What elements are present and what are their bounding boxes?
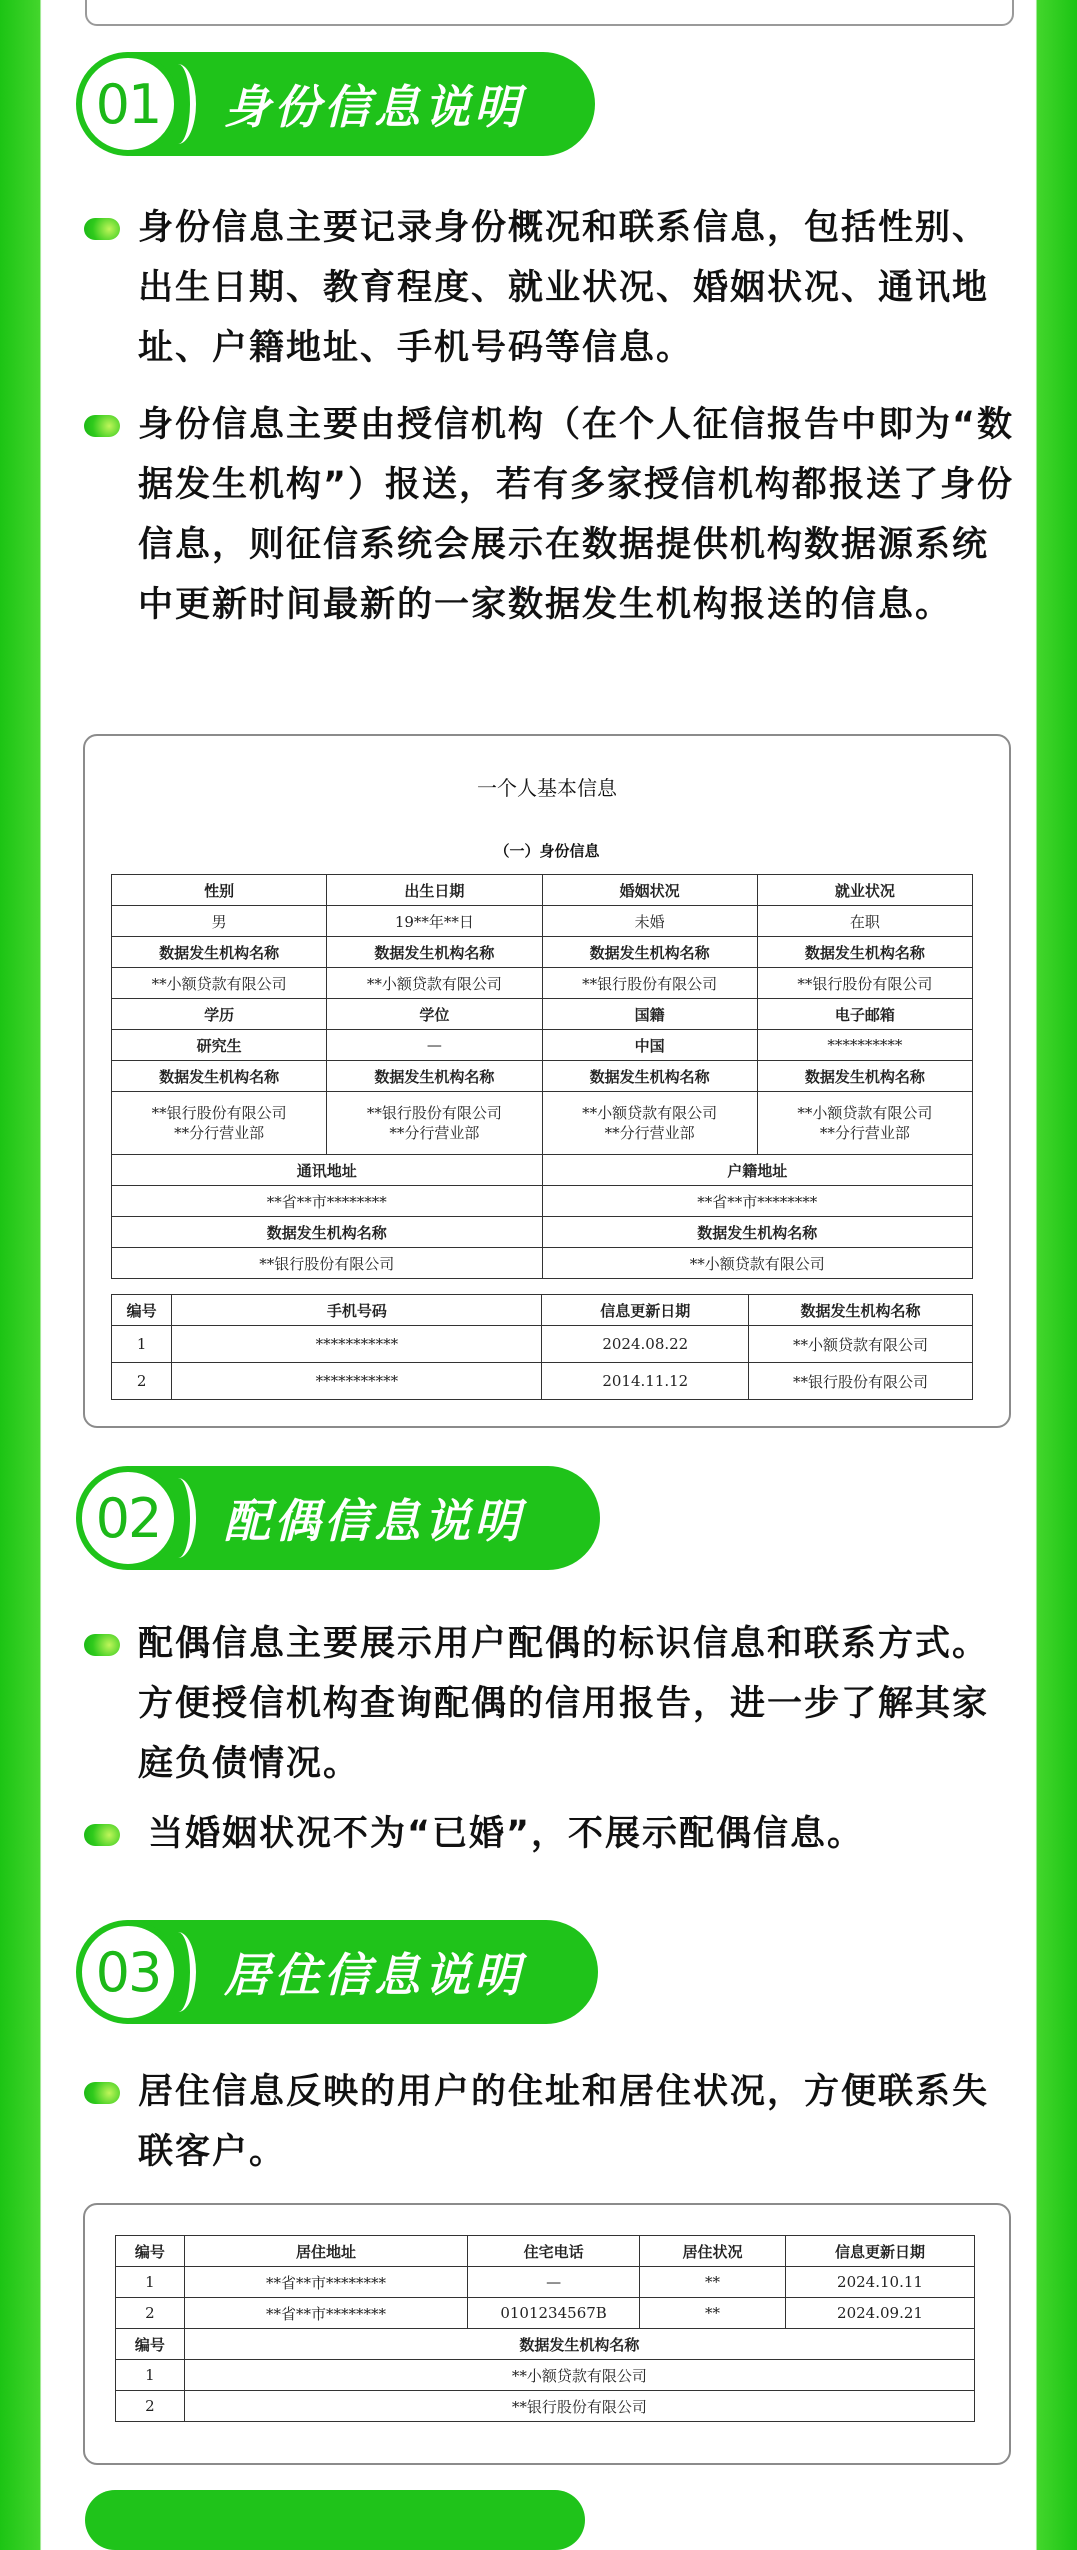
table-cell: **省**市********	[184, 2298, 467, 2329]
section-number-01: 01	[76, 52, 180, 156]
table-cell: **银行股份有限公司	[112, 1248, 543, 1279]
table-cell: 数据发生机构名称	[542, 1061, 757, 1092]
table-cell: 数据发生机构名称	[757, 1061, 972, 1092]
table-cell: 编号	[116, 2236, 185, 2267]
identity-table	[111, 874, 973, 1279]
bullet-dot-icon	[84, 1634, 120, 1656]
table-cell: 数据发生机构名称	[184, 2329, 974, 2360]
table-cell: **	[639, 2267, 785, 2298]
table-row	[116, 2267, 975, 2298]
table-row	[112, 1061, 973, 1092]
table-cell: 数据发生机构名称	[112, 1061, 327, 1092]
table-row	[112, 999, 973, 1030]
table-cell: 手机号码	[172, 1295, 542, 1326]
bullet-item	[92, 1614, 1017, 1794]
table-cell: 编号	[112, 1295, 172, 1326]
table-cell: **银行股份有限公司	[757, 968, 972, 999]
table-cell: 2014.11.12	[542, 1363, 749, 1400]
table-row	[116, 2298, 975, 2329]
table-row	[112, 1155, 973, 1186]
table-row	[112, 1248, 973, 1279]
table-row	[112, 1217, 973, 1248]
table-cell: 就业状况	[757, 875, 972, 906]
table-cell: 1	[116, 2360, 185, 2391]
bullet-dot-icon	[84, 218, 120, 240]
paragraph-text: 当婚姻状况不为“已婚”，不展示配偶信息。	[148, 1814, 865, 1854]
table-row	[112, 1363, 973, 1400]
table-cell: 在职	[757, 906, 972, 937]
table-row	[116, 2391, 975, 2422]
table-cell: 数据发生机构名称	[112, 937, 327, 968]
residence-table	[115, 2235, 975, 2422]
table-cell: 数据发生机构名称	[542, 1217, 973, 1248]
table-cell: 数据发生机构名称	[757, 937, 972, 968]
phone-table	[111, 1294, 973, 1400]
top-card-edge	[85, 0, 1014, 26]
table-cell: **银行股份有限公司	[749, 1363, 973, 1400]
identity-report-image	[83, 734, 1011, 1428]
table-cell: **	[639, 2298, 785, 2329]
doc-title: 一个人基本信息	[477, 776, 617, 800]
table-row	[112, 1295, 973, 1326]
table-cell: 2024.09.21	[786, 2298, 975, 2329]
table-cell: **银行股份有限公司	[542, 968, 757, 999]
table-cell: 电子邮箱	[757, 999, 972, 1030]
table-cell: **省**市********	[542, 1186, 973, 1217]
section-header-02	[80, 1466, 600, 1570]
bullet-item	[92, 1804, 1017, 1864]
section-title-01: 身份信息说明	[224, 80, 524, 134]
table-cell: 数据发生机构名称	[112, 1217, 543, 1248]
table-cell: 户籍地址	[542, 1155, 973, 1186]
table-row	[112, 1186, 973, 1217]
table-cell: **小额贷款有限公司	[542, 1248, 973, 1279]
table-cell: **小额贷款有限公司	[327, 968, 542, 999]
table-cell: ***********	[172, 1363, 542, 1400]
table-row	[112, 937, 973, 968]
table-cell: 出生日期	[327, 875, 542, 906]
table-cell: **小额贷款有限公司	[112, 968, 327, 999]
paragraph-text: 配偶信息主要展示用户配偶的标识信息和联系方式。方便授信机构查询配偶的信用报告，进一步了解其家庭负债情况。	[138, 1624, 990, 1784]
doc-subtitle: （一）身份信息	[494, 842, 600, 860]
table-cell: 中国	[542, 1030, 757, 1061]
table-row	[112, 906, 973, 937]
table-cell: **小额贷款有限公司	[184, 2360, 974, 2391]
table-cell: 2024.08.22	[542, 1326, 749, 1363]
table-cell: **省**市********	[184, 2267, 467, 2298]
table-cell: 数据发生机构名称	[542, 937, 757, 968]
table-cell: **小额贷款有限公司	[749, 1326, 973, 1363]
bullet-dot-icon	[84, 2082, 120, 2104]
section-number-02: 02	[76, 1466, 180, 1570]
table-cell: 性别	[112, 875, 327, 906]
table-cell: 2	[112, 1363, 172, 1400]
table-cell: 居住状况	[639, 2236, 785, 2267]
residence-report-image	[83, 2203, 1011, 2465]
section-title-02: 配偶信息说明	[224, 1494, 524, 1548]
section-header-03	[80, 1920, 598, 2024]
table-cell: 编号	[116, 2329, 185, 2360]
table-row	[112, 1326, 973, 1363]
section-title-03: 居住信息说明	[224, 1948, 524, 2002]
table-cell: 2024.10.11	[786, 2267, 975, 2298]
table-cell: **省**市********	[112, 1186, 543, 1217]
table-cell: **银行股份有限公司 **分行营业部	[112, 1092, 327, 1155]
table-cell: **小额贷款有限公司 **分行营业部	[757, 1092, 972, 1155]
table-row	[116, 2360, 975, 2391]
table-cell: **********	[757, 1030, 972, 1061]
paragraph-text: 居住信息反映的用户的住址和居住状况，方便联系失联客户。	[138, 2072, 990, 2172]
table-cell: 数据发生机构名称	[327, 1061, 542, 1092]
table-cell: 学位	[327, 999, 542, 1030]
table-cell: —	[327, 1030, 542, 1061]
table-cell: 信息更新日期	[786, 2236, 975, 2267]
table-cell: **银行股份有限公司	[184, 2391, 974, 2422]
table-cell: 数据发生机构名称	[327, 937, 542, 968]
table-cell: 0101234567B	[468, 2298, 640, 2329]
table-cell: 19**年**日	[327, 906, 542, 937]
bullet-dot-icon	[84, 1824, 120, 1846]
bullet-item	[92, 395, 1017, 635]
table-cell: **银行股份有限公司 **分行营业部	[327, 1092, 542, 1155]
section-header-01	[80, 52, 595, 156]
table-row	[112, 1030, 973, 1061]
table-cell: 住宅电话	[468, 2236, 640, 2267]
bullet-item	[92, 198, 1017, 378]
table-row	[116, 2329, 975, 2360]
table-row	[116, 2236, 975, 2267]
table-row	[112, 1092, 973, 1155]
table-cell: **小额贷款有限公司 **分行营业部	[542, 1092, 757, 1155]
table-cell: ***********	[172, 1326, 542, 1363]
table-row	[112, 968, 973, 999]
table-cell: 居住地址	[184, 2236, 467, 2267]
table-cell: 1	[112, 1326, 172, 1363]
table-cell: 男	[112, 906, 327, 937]
table-cell: 婚姻状况	[542, 875, 757, 906]
table-cell: 2	[116, 2298, 185, 2329]
table-cell: 研究生	[112, 1030, 327, 1061]
table-cell: 学历	[112, 999, 327, 1030]
table-cell: —	[468, 2267, 640, 2298]
table-cell: 1	[116, 2267, 185, 2298]
bullet-dot-icon	[84, 415, 120, 437]
table-cell: 2	[116, 2391, 185, 2422]
section-number-03: 03	[76, 1920, 180, 2024]
paragraph-text: 身份信息主要由授信机构（在个人征信报告中即为“数据发生机构”）报送，若有多家授信机构都报送了身份信息，则征信系统会展示在数据提供机构数据源系统中更新时间最新的一家数据发生机构报送的信息。	[138, 405, 1015, 625]
table-cell: 国籍	[542, 999, 757, 1030]
table-row	[112, 875, 973, 906]
paragraph-text: 身份信息主要记录身份概况和联系信息，包括性别、出生日期、教育程度、就业状况、婚姻状况、通讯地址、户籍地址、手机号码等信息。	[138, 208, 990, 368]
table-cell: 通讯地址	[112, 1155, 543, 1186]
table-cell: 数据发生机构名称	[749, 1295, 973, 1326]
bullet-item	[92, 2062, 1017, 2182]
next-section-header-partial	[85, 2490, 585, 2550]
table-cell: 信息更新日期	[542, 1295, 749, 1326]
table-cell: 未婚	[542, 906, 757, 937]
